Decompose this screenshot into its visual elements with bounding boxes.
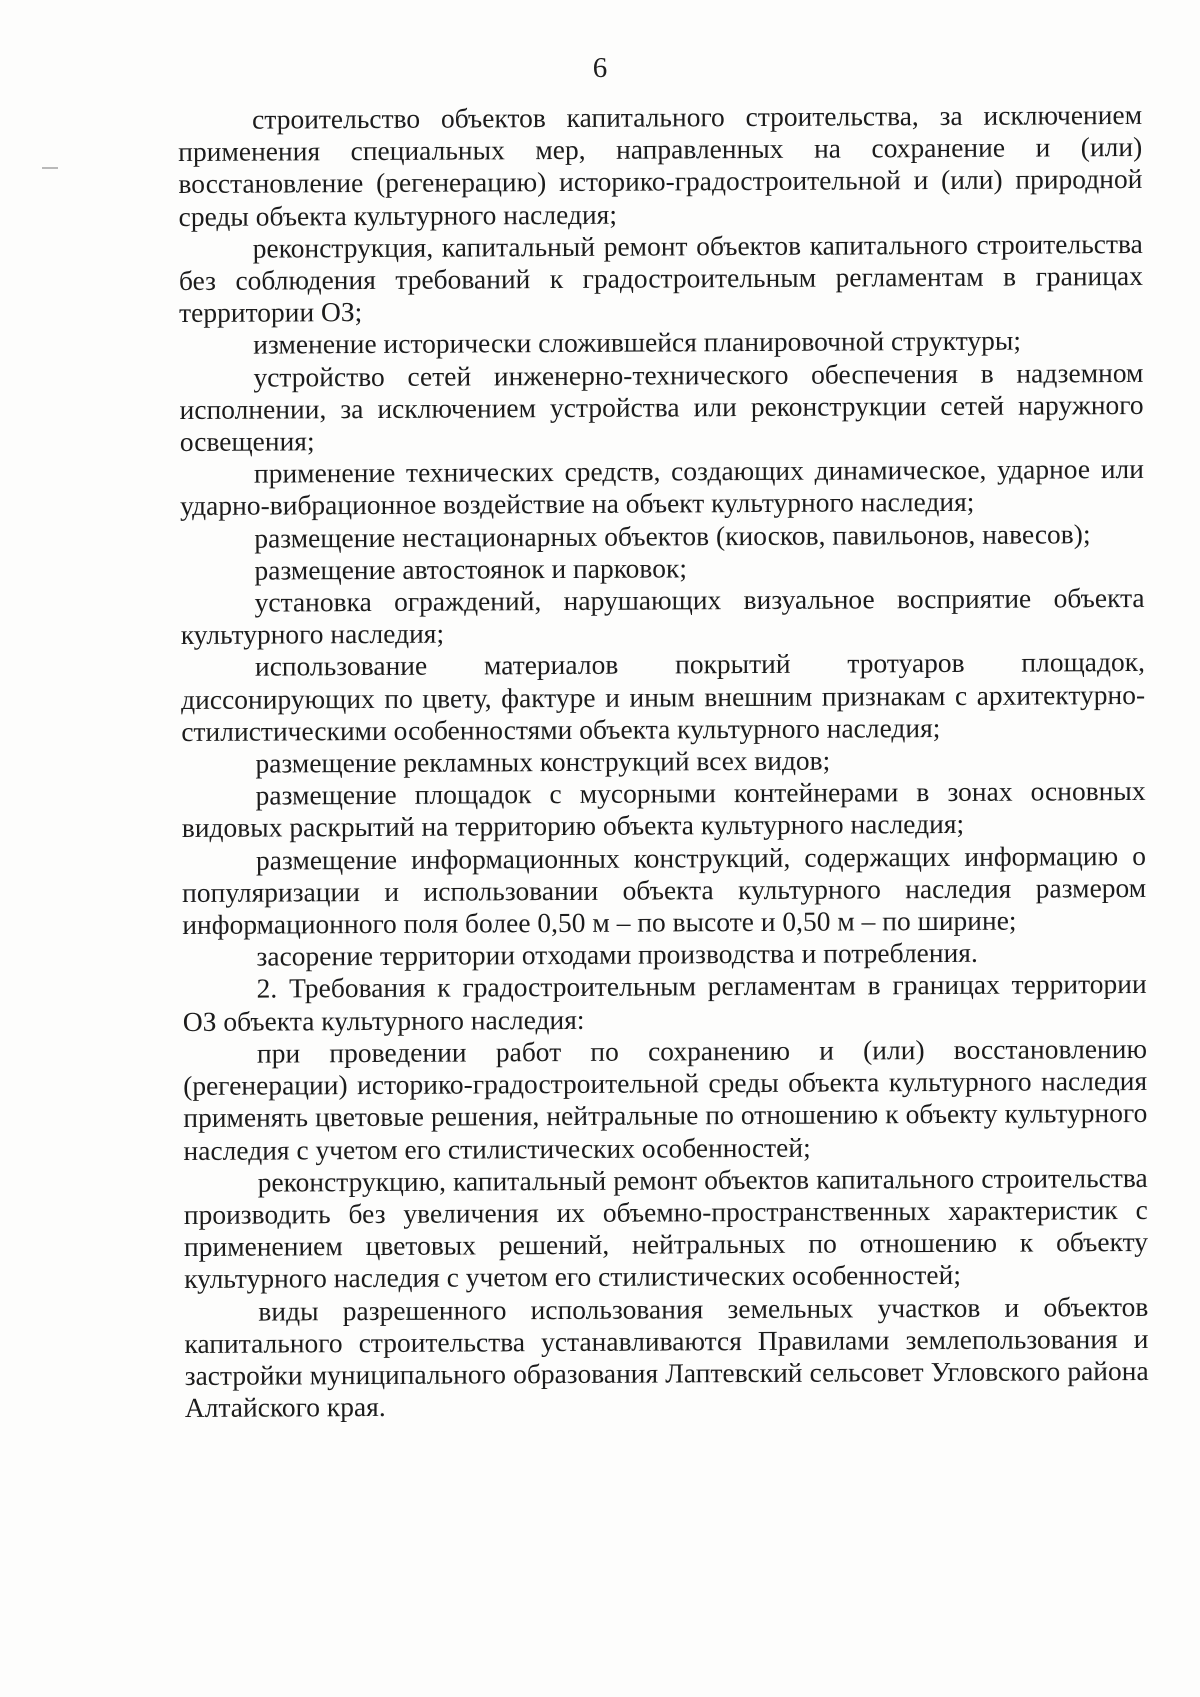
paragraph: засорение территории отходами производства и потребления.	[256, 937, 978, 972]
paragraph: реконструкцию, капитальный ремонт объектов капитального строительства производить без увеличения их объемно-пространственных характеристик с применением цветовых решений, нейтральных по отношению к объекту культурного наследия с учетом его стилистических особенностей;	[183, 1161, 1149, 1295]
paragraph: реконструкция, капитальный ремонт объектов капитального строительства без соблюдения требований к градостроительным регламентам в границах территории ОЗ;	[178, 227, 1143, 329]
paragraph: применение технических средств, создающих динамическое, ударное или ударно-вибрационное воздействие на объект культурного наследия;	[180, 453, 1145, 522]
paragraph: изменение исторически сложившейся планировочной структуры;	[253, 325, 1022, 361]
paragraph: использование материалов покрытий тротуаров площадок, диссонирующих по цвету, фактуре и иным внешним признакам с архитектурно-стилистическими особенностями объекта культурного наследия;	[181, 646, 1146, 747]
paragraph: при проведении работ по сохранению и (или) восстановлению (регенерации) историко-градостроительной среды объекта культурного наследия применять цветовые решения, нейтральные по отношению к объекту культурного наследия с учетом его стилистических особенностей;	[183, 1032, 1148, 1166]
paragraph: размещение информационных конструкций, содержащих информацию о популяризации и использовании объекта культурного наследия размером информационного поля более 0,50 м – по высоте и 0,50 м – по ширине;	[182, 839, 1147, 941]
paragraph: размещение рекламных конструкций всех видов;	[255, 744, 831, 779]
paragraph: размещение площадок с мусорными контейнерами в зонах основных видовых раскрытий на территорию объекта культурного наследия;	[181, 775, 1146, 844]
paragraph: устройство сетей инженерно-технического обеспечения в надземном исполнении, за исключением устройства или реконструкции сетей наружного освещения;	[179, 356, 1144, 458]
paragraph: размещение нестационарных объектов (киосков, павильонов, навесов);	[254, 517, 1091, 554]
paragraph: строительство объектов капитального строительства, за исключением применения специальных мер, направленных на сохранение и (или) восстановление (регенерацию) историко-градостроительной и (или) природной среды объекта культурного наследия;	[178, 98, 1143, 232]
page-number: 6	[592, 52, 608, 84]
document-body	[178, 99, 1149, 1424]
paragraph: виды разрешенного использования земельных участков и объектов капитального строительства устанавливаются Правилами землепользования и застройки муниципального образования Лаптевский сельсовет Угловского района Алтайского края.	[184, 1290, 1149, 1424]
scan-artifact-mark	[42, 167, 58, 169]
paragraph: установка ограждений, нарушающих визуальное восприятие объекта культурного наследия;	[180, 581, 1145, 651]
paragraph: размещение автостоянок и парковок;	[254, 552, 688, 586]
section-heading-paragraph: 2. Требования к градостроительным регламентам в границах территории ОЗ объекта культурного наследия:	[182, 968, 1147, 1037]
